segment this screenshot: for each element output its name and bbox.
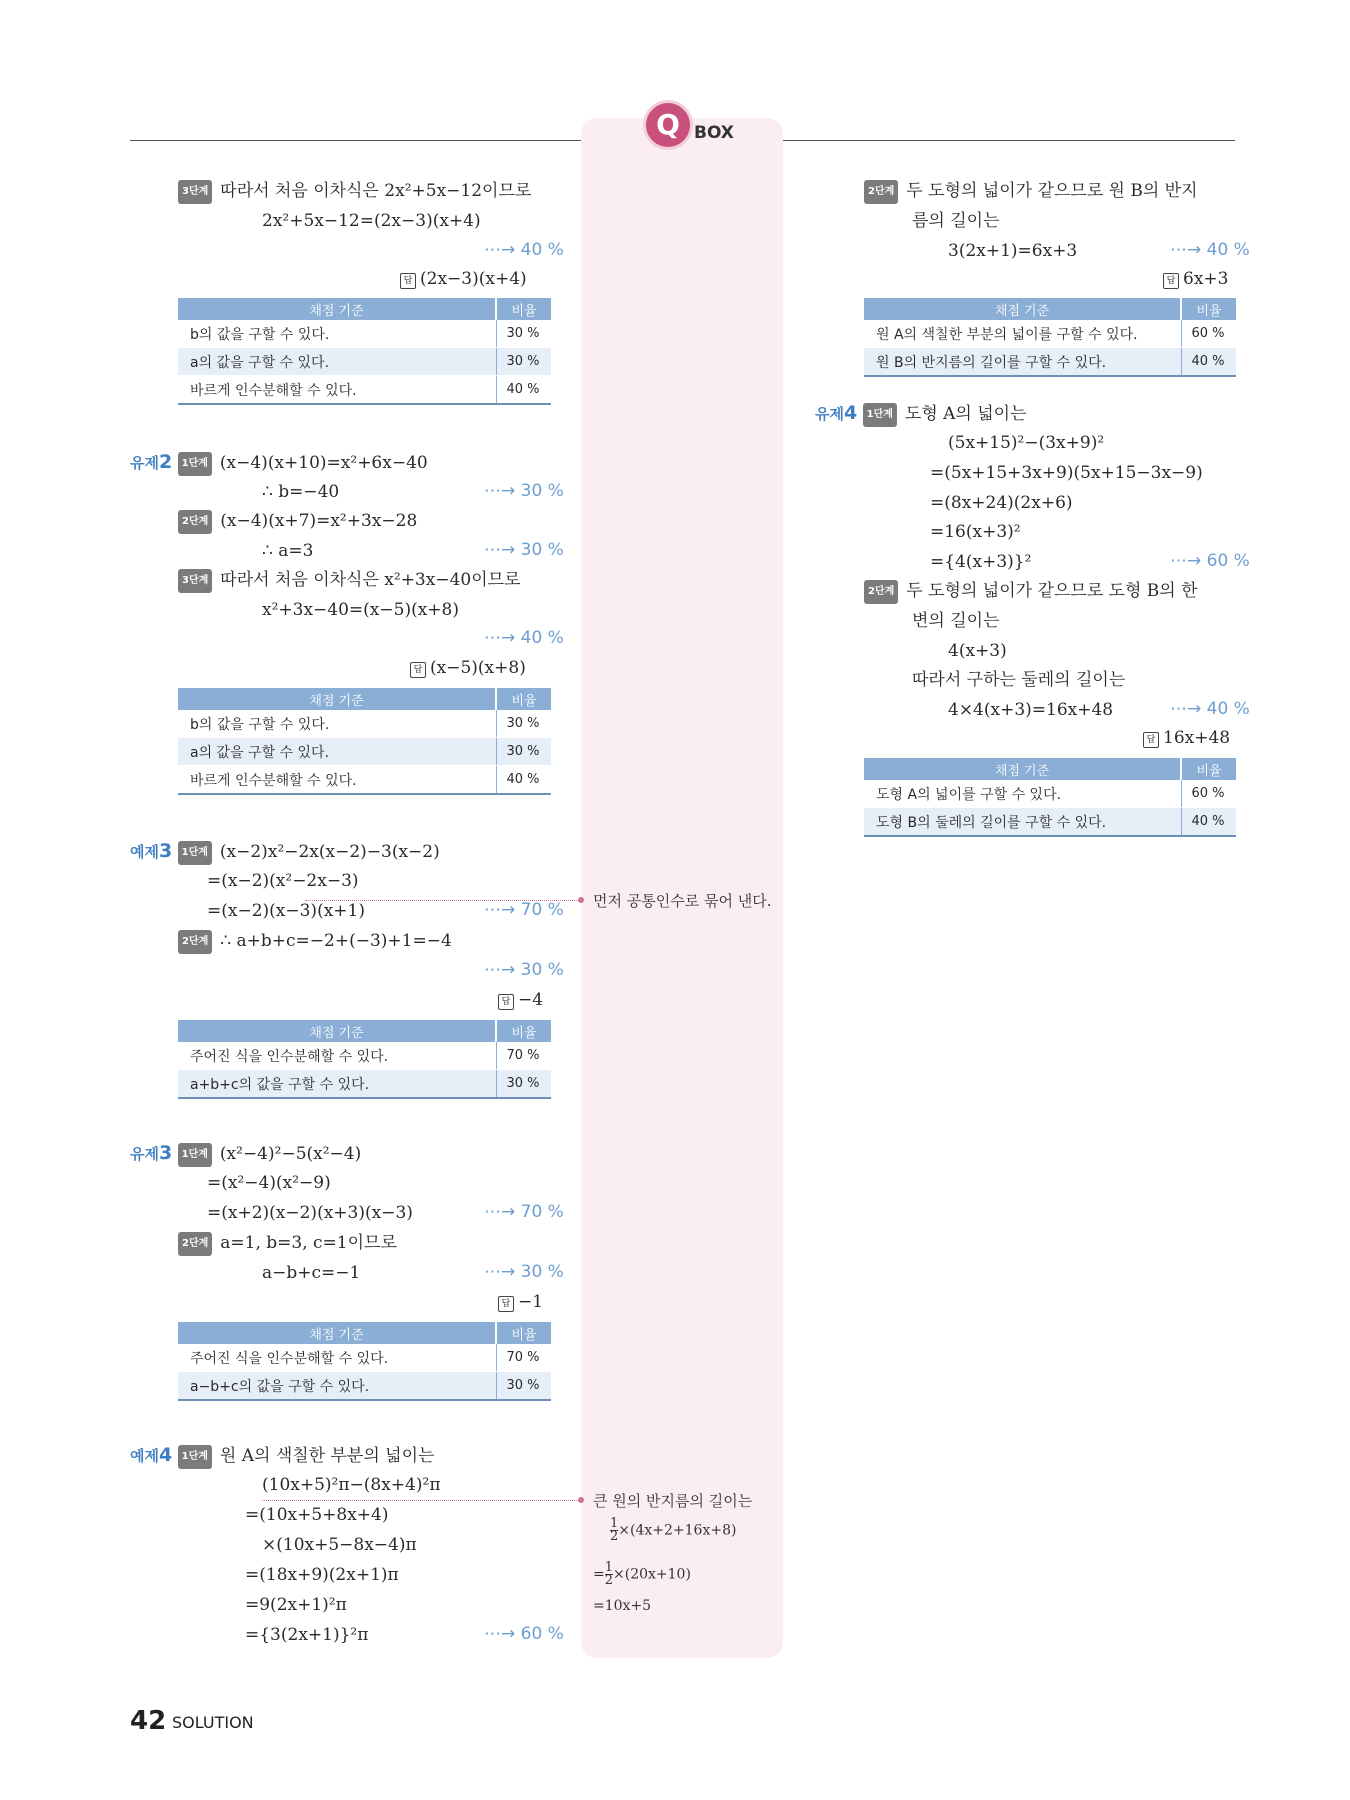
table-cell: 도형 B의 둘레의 길이를 구할 수 있다. [864,808,1181,837]
table-cell: 바르게 인수분해할 수 있다. [178,766,496,795]
table-cell: a의 값을 구할 수 있다. [178,348,496,376]
solution-line: 름의 길이는 [912,211,1000,231]
score-percent: ⋯→ 40 % [484,240,564,260]
solution-line [864,580,1198,604]
step-badge: 2단계 [864,180,898,204]
solution-line: ={4(x+3)}² [930,552,1032,572]
solution-line: =(x+2)(x−2)(x+3)(x−3) [207,1203,413,1223]
solution-line: =(x−2)(x²−2x−3) [207,871,359,891]
table-cell: 40 % [1181,808,1236,837]
scoring-table [178,298,551,405]
table-cell: 30 % [496,710,551,738]
answer-text: (2x−3)(x+4) [420,269,527,289]
solution-line: =(10x+5+8x+4) [245,1505,389,1525]
table-cell: 70 % [496,1042,551,1070]
table-cell: b의 값을 구할 수 있다. [178,710,496,738]
answer-icon: 답 [400,273,416,289]
score-percent: ⋯→ 30 % [484,481,564,501]
solution-line: 따라서 구하는 둘레의 길이는 [912,670,1126,690]
solution-line [130,840,440,865]
answer-text: (x−5)(x+8) [430,658,526,678]
solution-text: 도형 A의 넓이는 [904,404,1027,424]
solution-line: =(18x+9)(2x+1)π [245,1565,399,1585]
solution-line: ×(10x+5−8x−4)π [262,1535,417,1555]
page-label: SOLUTION [172,1713,254,1732]
step-badge: 2단계 [178,1232,212,1256]
solution-text: a=1, b=3, c=1이므로 [220,1233,397,1253]
table-cell: a의 값을 구할 수 있다. [178,738,496,766]
solution-line [130,1142,361,1167]
table-header: 비율 [1181,298,1236,320]
header-rule-right [783,140,1235,141]
step-badge: 2단계 [864,580,898,604]
step-badge: 2단계 [178,510,212,534]
table-cell: a−b+c의 값을 구할 수 있다. [178,1372,496,1401]
table-cell: 40 % [496,766,551,795]
qbox-note: 큰 원의 반지름의 길이는 [593,1492,753,1510]
scoring-table [178,1020,551,1099]
qbox-label: BOX [694,123,734,143]
score-percent: ⋯→ 40 % [484,628,564,648]
solution-line [815,402,1027,427]
table-header: 비율 [496,298,551,320]
step-badge: 1단계 [178,1445,212,1469]
solution-line: ={3(2x+1)}²π [245,1625,369,1645]
score-percent: ⋯→ 30 % [484,540,564,560]
answer [498,1292,543,1312]
answer [410,658,526,678]
fraction: $\frac{1}{2}$ [604,1560,614,1588]
scoring-table [864,298,1236,377]
solution-line: (10x+5)²π−(8x+4)²π [262,1475,441,1495]
solution-text: 두 도형의 넓이가 같으므로 원 B의 반지 [906,181,1198,201]
solution-line [178,930,452,954]
qbox-note: = $\frac{1}{2}$ ×(20x+10) [593,1560,691,1588]
solution-line: a−b+c=−1 [262,1263,361,1283]
solution-line: 2x²+5x−12=(2x−3)(x+4) [262,211,481,231]
solution-line: =9(2x+1)²π [245,1595,347,1615]
fraction: $\frac{1}{2}$ [610,1516,619,1544]
table-cell: 30 % [496,1070,551,1099]
solution-line: ∴ b=−40 [262,482,340,502]
table-cell: b의 값을 구할 수 있다. [178,320,496,348]
answer-icon: 답 [1163,273,1179,289]
table-cell: a+b+c의 값을 구할 수 있다. [178,1070,496,1099]
score-percent: ⋯→ 60 % [1170,551,1250,571]
table-cell: 도형 A의 넓이를 구할 수 있다. [864,780,1181,808]
table-cell: 30 % [496,320,551,348]
step-badge: 1단계 [178,1143,212,1167]
score-percent: ⋯→ 60 % [484,1624,564,1644]
answer [1143,728,1230,748]
solution-text: (x−4)(x+10)=x²+6x−40 [219,453,428,473]
solution-line: =(5x+15+3x+9)(5x+15−3x−9) [930,463,1203,483]
header-rule-left [130,140,581,141]
step-badge: 1단계 [178,841,212,865]
problem-label: 예제4 [130,1444,173,1466]
table-header: 비율 [496,1322,551,1344]
table-header: 비율 [1181,758,1236,780]
table-cell: 60 % [1181,780,1236,808]
table-cell: 70 % [496,1344,551,1372]
answer-text: −4 [518,990,544,1010]
table-header: 비율 [496,1020,551,1042]
table-header: 비율 [496,688,551,710]
solution-line: =(8x+24)(2x+6) [930,493,1073,513]
answer [498,990,543,1010]
table-cell: 주어진 식을 인수분해할 수 있다. [178,1042,496,1070]
solution-text: ∴ a+b+c=−2+(−3)+1=−4 [220,931,452,951]
solution-text: (x²−4)²−5(x²−4) [219,1144,362,1164]
answer-icon: 답 [498,1296,514,1312]
solution-line: (5x+15)²−(3x+9)² [948,433,1105,453]
solution-line [130,451,428,476]
solution-line: ∴ a=3 [262,541,314,561]
qbox-note: $\frac{1}{2}$ ×(4x+2+16x+8) [610,1516,737,1544]
step-badge: 1단계 [863,403,897,427]
solution-line: =16(x+3)² [930,522,1021,542]
table-cell: 30 % [496,738,551,766]
score-percent: ⋯→ 40 % [1170,240,1250,260]
table-header: 채점 기준 [178,298,496,320]
solution-line [178,180,531,204]
answer-text: −1 [518,1292,544,1312]
score-percent: ⋯→ 30 % [484,960,564,980]
solution-line: x²+3x−40=(x−5)(x+8) [262,600,459,620]
solution-text: 따라서 처음 이차식은 2x²+5x−12이므로 [220,181,532,201]
score-percent: ⋯→ 40 % [1170,699,1250,719]
table-cell: 30 % [496,1372,551,1401]
answer-icon: 답 [1143,732,1159,748]
score-percent: ⋯→ 30 % [484,1262,564,1282]
step-badge: 3단계 [178,180,212,204]
solution-line: 4(x+3) [948,641,1007,661]
page-number: 42 [130,1706,167,1736]
scoring-table [178,688,551,795]
table-header: 채점 기준 [178,688,496,710]
solution-line [130,1444,434,1469]
answer-icon: 답 [498,994,514,1010]
solution-line: 변의 길이는 [912,611,1000,631]
solution-text: 원 A의 색칠한 부분의 넓이는 [219,1446,435,1466]
answer [400,269,527,289]
note-bullet-icon [578,1497,584,1503]
answer-icon: 답 [410,662,426,678]
table-cell: 40 % [496,376,551,405]
scoring-table [178,1322,551,1401]
step-badge: 2단계 [178,930,212,954]
qbox-note: =10x+5 [593,1598,652,1614]
table-header: 채점 기준 [864,758,1181,780]
solution-text: (x−2)x²−2x(x−2)−3(x−2) [219,842,440,862]
table-cell: 원 B의 반지름의 길이를 구할 수 있다. [864,348,1181,377]
qbox-note: 먼저 공통인수로 묶어 낸다. [593,892,772,910]
solution-line [864,180,1198,204]
solution-text: 따라서 처음 이차식은 x²+3x−40이므로 [220,570,521,590]
table-header: 채점 기준 [864,298,1181,320]
note-bullet-icon [578,897,584,903]
solution-line [178,510,417,534]
solution-text: (x−4)(x+7)=x²+3x−28 [220,511,418,531]
solution-line: =(x²−4)(x²−9) [207,1173,331,1193]
answer-text: 6x+3 [1183,269,1229,289]
table-cell: 40 % [1181,348,1236,377]
qbox-panel [581,118,783,1658]
scoring-table [864,758,1236,837]
note-connector [262,1500,581,1501]
problem-label: 예제3 [130,840,173,862]
answer-text: 16x+48 [1163,728,1231,748]
solution-line [178,1232,397,1256]
table-header: 채점 기준 [178,1020,496,1042]
problem-label: 유제3 [130,1142,173,1164]
table-cell: 30 % [496,348,551,376]
solution-text: 두 도형의 넓이가 같으므로 도형 B의 한 [906,581,1198,601]
table-cell: 60 % [1181,320,1236,348]
solution-line: 3(2x+1)=6x+3 [948,241,1078,261]
step-badge: 1단계 [178,452,212,476]
table-cell: 주어진 식을 인수분해할 수 있다. [178,1344,496,1372]
table-cell: 원 A의 색칠한 부분의 넓이를 구할 수 있다. [864,320,1181,348]
problem-label: 유제2 [130,451,173,473]
table-header: 채점 기준 [178,1322,496,1344]
problem-label: 유제4 [815,402,858,424]
step-badge: 3단계 [178,569,212,593]
score-percent: ⋯→ 70 % [484,900,564,920]
solution-line: =(x−2)(x−3)(x+1) [207,901,365,921]
note-connector [305,900,581,901]
table-cell: 바르게 인수분해할 수 있다. [178,376,496,405]
answer [1163,269,1228,289]
qbox-q-icon: Q [643,100,693,150]
solution-line: 4×4(x+3)=16x+48 [948,700,1114,720]
solution-line [178,569,520,593]
score-percent: ⋯→ 70 % [484,1202,564,1222]
